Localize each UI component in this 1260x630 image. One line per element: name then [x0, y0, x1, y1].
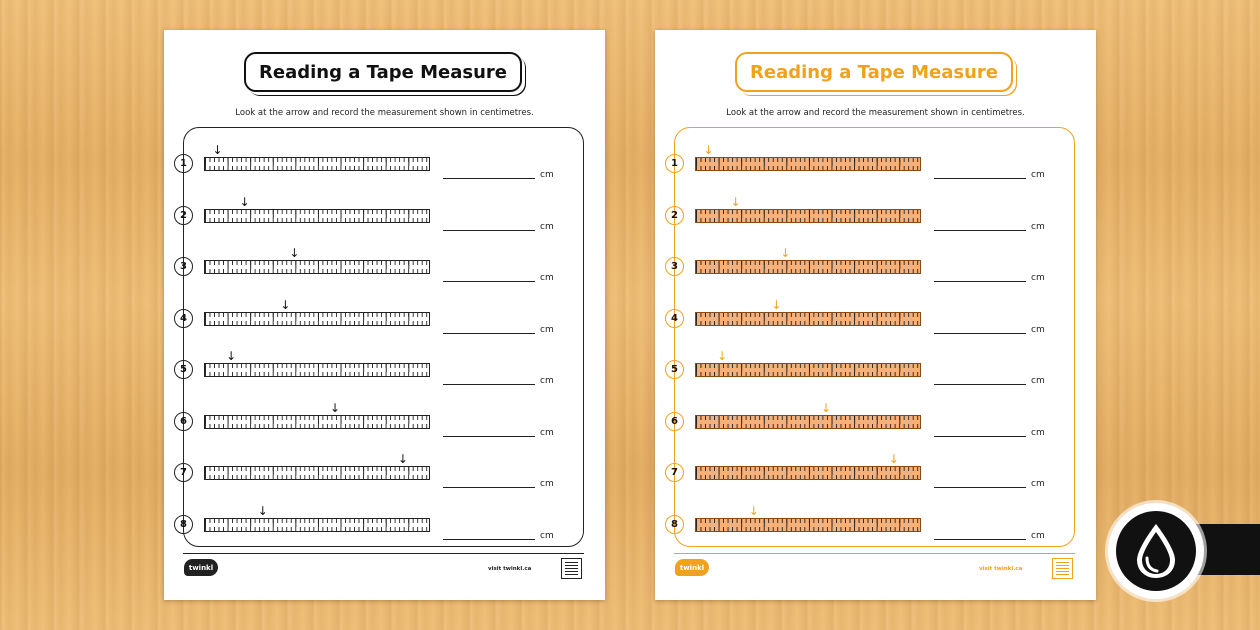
footer-divider [183, 553, 584, 554]
measurement-arrow-icon: ↓ [280, 297, 291, 312]
answer-line[interactable] [934, 487, 1026, 488]
question-number: 8 [665, 515, 684, 534]
tape-measure [695, 518, 921, 532]
unit-label: cm [540, 427, 554, 438]
measurement-arrow-icon: ↓ [212, 143, 223, 157]
question-row [164, 445, 605, 489]
unit-label: cm [540, 479, 554, 489]
measurement-arrow-icon: ↓ [821, 400, 832, 415]
question-row [164, 497, 605, 541]
measurement-arrow-icon: ↓ [257, 503, 268, 518]
unit-label: cm [1031, 273, 1045, 283]
tape-measure [204, 518, 430, 532]
unit-label: cm [1031, 324, 1045, 335]
question-row [164, 136, 605, 180]
answer-line[interactable] [443, 384, 535, 385]
tape-measure [695, 312, 921, 326]
question-row [655, 394, 1096, 438]
question-row [655, 342, 1096, 386]
question-row [655, 291, 1096, 335]
tape-measure [695, 157, 921, 171]
answer-line[interactable] [934, 281, 1026, 282]
question-number: 4 [174, 309, 193, 328]
measurement-arrow-icon: ↓ [330, 400, 341, 415]
twinkl-logo: twinkl [184, 559, 218, 576]
answer-line[interactable] [443, 333, 535, 334]
tape-measure [204, 157, 430, 171]
answer-line[interactable] [443, 230, 535, 231]
answer-line[interactable] [934, 539, 1026, 540]
question-row [655, 188, 1096, 232]
question-row [164, 239, 605, 283]
question-number: 3 [174, 257, 193, 276]
question-number: 5 [665, 360, 684, 379]
worksheet-preview-colour [655, 30, 1096, 600]
question-row [164, 188, 605, 232]
ink-toggle-inner [1116, 511, 1196, 591]
tape-measure [204, 466, 430, 480]
question-number: 7 [174, 463, 193, 482]
tape-measure [204, 312, 430, 326]
unit-label: cm [1031, 170, 1045, 180]
tape-measure [695, 363, 921, 377]
answer-line[interactable] [934, 230, 1026, 231]
measurement-arrow-icon: ↓ [703, 143, 714, 157]
tape-measure [695, 209, 921, 223]
tape-measure [204, 415, 430, 429]
measurement-arrow-icon: ↓ [397, 452, 408, 466]
question-number: 6 [174, 412, 193, 431]
answer-line[interactable] [934, 384, 1026, 385]
worksheet-title: Reading a Tape Measure [244, 52, 522, 92]
measurement-arrow-icon: ↓ [748, 503, 759, 518]
question-number: 4 [665, 309, 684, 328]
question-row [164, 394, 605, 438]
unit-label: cm [1031, 530, 1045, 541]
question-row [655, 239, 1096, 283]
question-row [164, 342, 605, 386]
unit-label: cm [1031, 427, 1045, 438]
answer-line[interactable] [443, 281, 535, 282]
worksheet-instruction: Look at the arrow and record the measurement shown in centimetres. [235, 108, 534, 118]
measurement-arrow-icon: ↓ [888, 452, 899, 466]
question-number: 1 [665, 154, 684, 173]
measurement-arrow-icon: ↓ [717, 349, 728, 363]
measurement-arrow-icon: ↓ [730, 194, 741, 209]
answer-line[interactable] [934, 333, 1026, 334]
site-url: visit twinkl.ca [979, 566, 1023, 572]
tape-measure [695, 260, 921, 274]
measurement-arrow-icon: ↓ [771, 297, 782, 312]
question-number: 8 [174, 515, 193, 534]
question-row [655, 136, 1096, 180]
worksheet-instruction: Look at the arrow and record the measurement shown in centimetres. [726, 108, 1025, 118]
measurement-arrow-icon: ↓ [239, 194, 250, 209]
tape-measure [695, 466, 921, 480]
answer-line[interactable] [443, 178, 535, 179]
unit-label: cm [540, 221, 554, 232]
tape-measure [204, 260, 430, 274]
answer-line[interactable] [443, 436, 535, 437]
worksheet-title: Reading a Tape Measure [735, 52, 1013, 92]
answer-line[interactable] [934, 178, 1026, 179]
tape-measure [204, 363, 430, 377]
question-number: 6 [665, 412, 684, 431]
unit-label: cm [540, 530, 554, 541]
twinkl-logo: twinkl [675, 559, 709, 576]
footer-divider [674, 553, 1075, 554]
question-row [655, 445, 1096, 489]
unit-label: cm [540, 273, 554, 283]
measurement-arrow-icon: ↓ [226, 349, 237, 363]
tape-measure [695, 415, 921, 429]
answer-line[interactable] [443, 487, 535, 488]
unit-label: cm [1031, 479, 1045, 489]
question-number: 2 [665, 206, 684, 225]
answer-line[interactable] [934, 436, 1026, 437]
ink-saver-toggle-button[interactable] [1108, 503, 1204, 599]
measurement-arrow-icon: ↓ [780, 246, 791, 260]
ink-drop-icon [1133, 522, 1179, 580]
question-number: 7 [665, 463, 684, 482]
ink-toggle-tab[interactable] [1196, 524, 1260, 575]
certification-badge-icon [561, 558, 582, 579]
unit-label: cm [540, 376, 554, 386]
answer-line[interactable] [443, 539, 535, 540]
question-number: 3 [665, 257, 684, 276]
site-url: visit twinkl.ca [488, 566, 532, 572]
worksheet-preview-bw [164, 30, 605, 600]
question-row [164, 291, 605, 335]
measurement-arrow-icon: ↓ [289, 246, 300, 260]
question-row [655, 497, 1096, 541]
question-number: 1 [174, 154, 193, 173]
unit-label: cm [1031, 376, 1045, 386]
unit-label: cm [1031, 221, 1045, 232]
question-number: 2 [174, 206, 193, 225]
certification-badge-icon [1052, 558, 1073, 579]
tape-measure [204, 209, 430, 223]
unit-label: cm [540, 170, 554, 180]
unit-label: cm [540, 324, 554, 335]
question-number: 5 [174, 360, 193, 379]
